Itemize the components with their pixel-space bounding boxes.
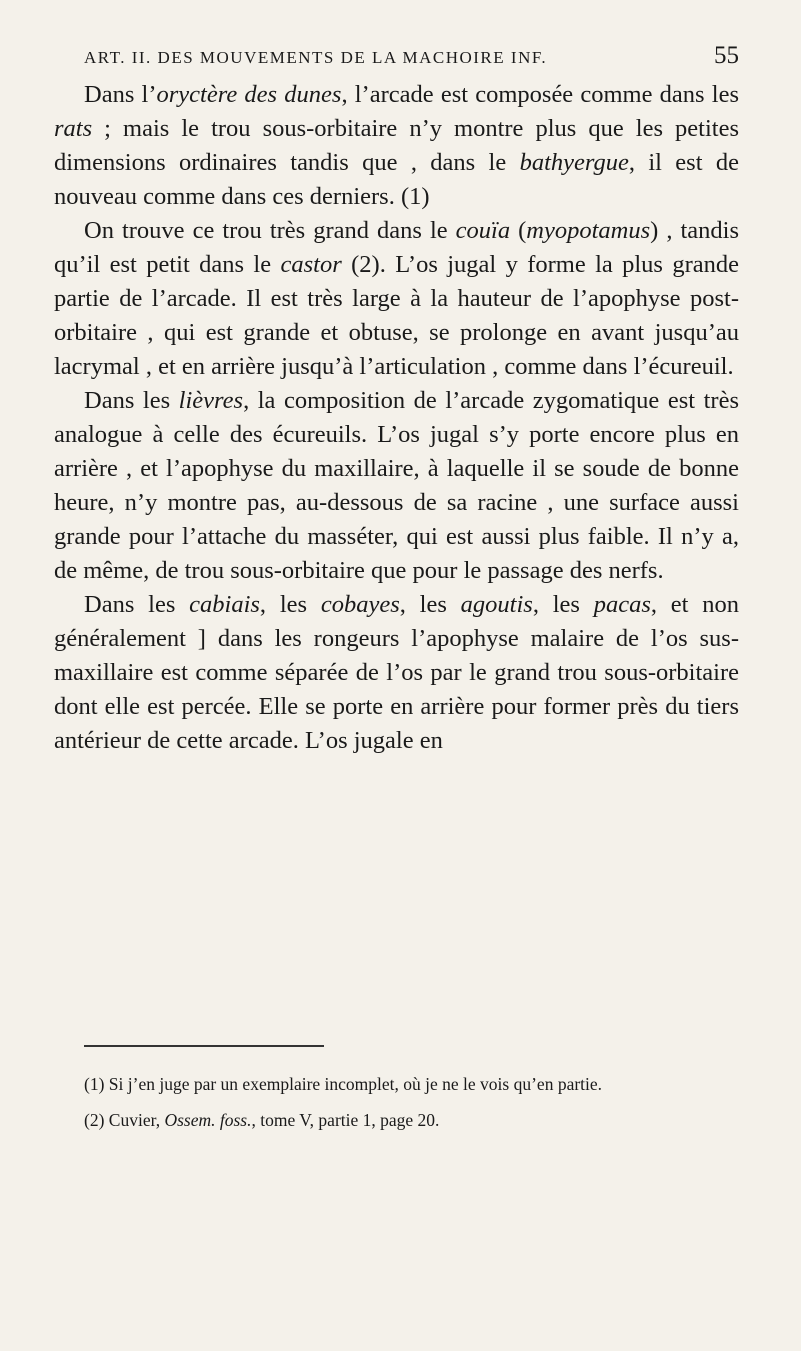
italic-run: Ossem. foss. <box>164 1110 252 1130</box>
italic-run: cabiais <box>189 591 260 618</box>
italic-run: lièvres <box>178 387 244 414</box>
paragraph: On trouve ce trou très grand dans le couïa (myopotamus) , tandis qu’il est petit dans le castor (2). L’os jugal y forme la plus grande partie de l’arcade. Il est très large à la hauteur de l’apophyse post-orbitaire , qui est grande et obtuse, se prolonge en avant jusqu’au lacrymal , et en arrière jusqu’à l’articulation , comme dans l’écureuil. <box>54 217 739 380</box>
paragraph: Dans les lièvres, la composition de l’arcade zygomatique est très analogue à celle des écureuils. L’os jugal s’y porte encore plus en arrière , et l’apophyse du maxillaire, à laquelle il se soude de bonne heure, n’y montre pas, au-dessous de sa racine , une surface aussi grande pour l’attache du masséter, qui est aussi plus faible. Il n’y a, de même, de trou sous-orbitaire que pour le passage des nerfs. <box>54 387 739 584</box>
body-text <box>54 78 739 758</box>
italic-run: pacas <box>593 591 651 618</box>
paragraph: Dans les cabiais, les cobayes, les agoutis, les pacas, et non généralement ] dans les rongeurs l’apophyse malaire de l’os sus-maxillaire est comme séparée de l’os par le grand trou sous-orbitaire dont elle est percée. Elle se porte en arrière pour former près du tiers antérieur de cette arcade. L’os jugale en <box>54 591 740 754</box>
italic-run: rats <box>54 115 93 142</box>
running-title: ART. II. DES MOUVEMENTS DE LA MACHOIRE INF. <box>84 48 548 67</box>
italic-run: agoutis <box>460 591 533 618</box>
footnote-rule <box>84 1045 324 1047</box>
footnote: (2) Cuvier, Ossem. foss., tome V, partie 1, page 20. <box>84 1110 440 1130</box>
italic-run: couïa <box>455 217 511 244</box>
italic-run: bathyergue <box>519 149 629 176</box>
italic-run: castor <box>280 251 342 278</box>
running-head <box>54 42 739 70</box>
italic-run: myopotamus <box>526 217 651 244</box>
italic-run: oryctère des dunes <box>156 81 342 108</box>
page-number: 55 <box>714 42 739 69</box>
italic-run: cobayes <box>320 591 400 618</box>
footnote: (1) Si j’en juge par un exemplaire incomplet, où je ne le vois qu’en partie. <box>84 1074 603 1094</box>
paragraph: Dans l’oryctère des dunes, l’arcade est composée comme dans les rats ; mais le trou sous-orbitaire n’y montre plus que les petites dimensions ordinaires tandis que , dans le bathyergue, il est de nouveau comme dans ces derniers. (1) <box>54 81 739 210</box>
footnotes <box>84 1072 739 1144</box>
